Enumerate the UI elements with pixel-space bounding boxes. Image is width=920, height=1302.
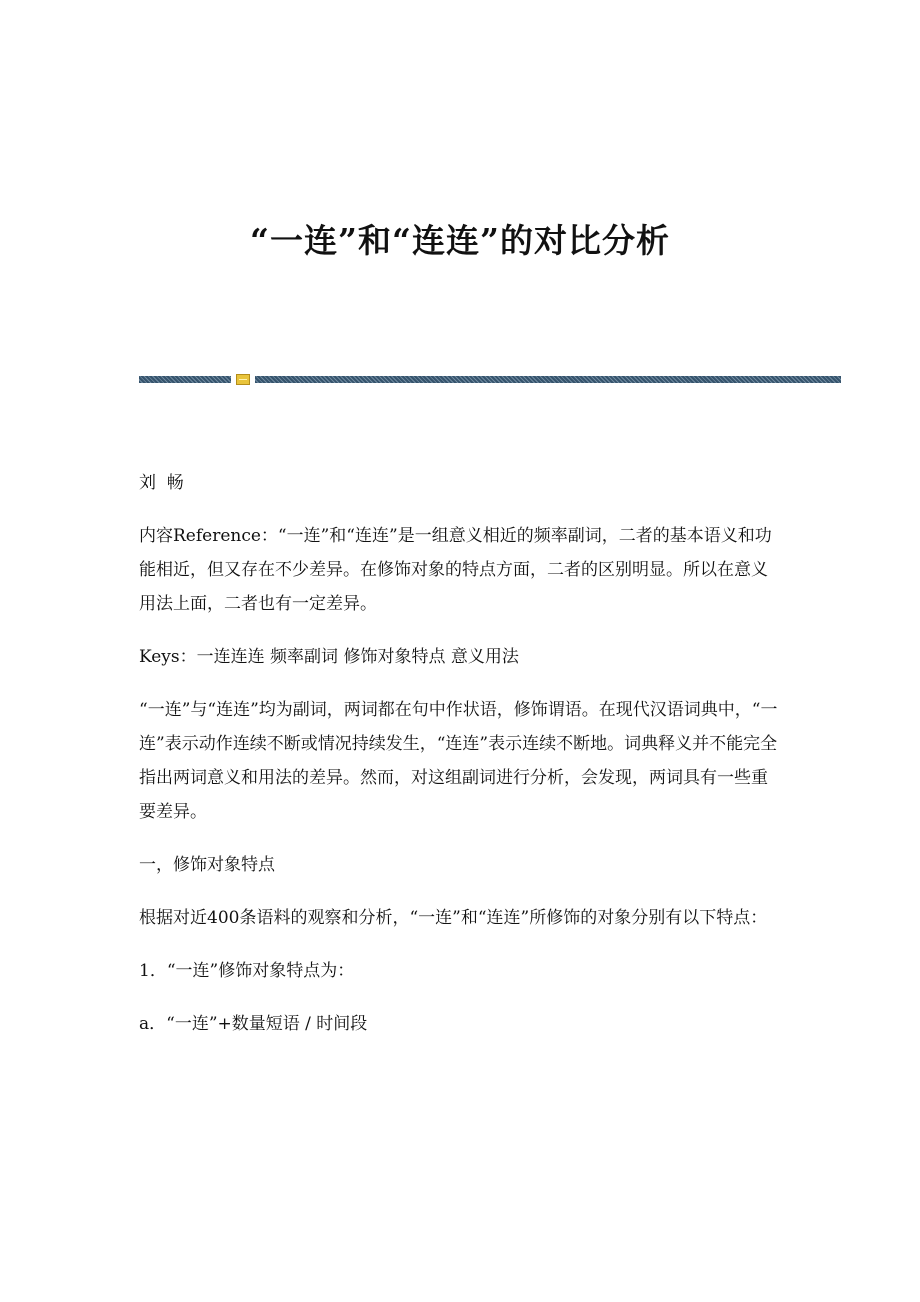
list-item: 1．“一连”修饰对象特点为： [139, 961, 355, 981]
intro-paragraph: “一连”与“连连”均为副词，两词都在句中作状语，修饰谓语。在现代汉语词典中，“一连”表示动作连续不断或情况持续发生，“连连”表示连续不断地。词典释义并不能完全指出两词意义和用法的差异。然而，对这组副词进行分析，会发现，两词具有一些重要差异。 [139, 700, 778, 822]
divider-ornament-icon [236, 374, 250, 385]
article-body [139, 466, 779, 1060]
section-paragraph: 根据对近400条语料的观察和分析，“一连”和“连连”所修饰的对象分别有以下特点： [139, 908, 768, 928]
title-divider [139, 374, 841, 385]
author: 刘 畅 [139, 473, 184, 493]
abstract: 内容Reference：“一连”和“连连”是一组意义相近的频率副词，二者的基本语义和功能相近，但又存在不少差异。在修饰对象的特点方面，二者的区别明显。所以在意义用法上面，二者也有一定差异。 [139, 526, 772, 614]
list-subitem: a．“一连”+数量短语 / 时间段 [139, 1014, 368, 1034]
section-heading: 一，修饰对象特点 [139, 855, 275, 875]
keywords: Keys：一连连连 频率副词 修饰对象特点 意义用法 [139, 647, 519, 667]
divider-bar-right [255, 376, 841, 383]
divider-bar-left [139, 376, 231, 383]
page-title: “一连”和“连连”的对比分析 [250, 221, 670, 260]
